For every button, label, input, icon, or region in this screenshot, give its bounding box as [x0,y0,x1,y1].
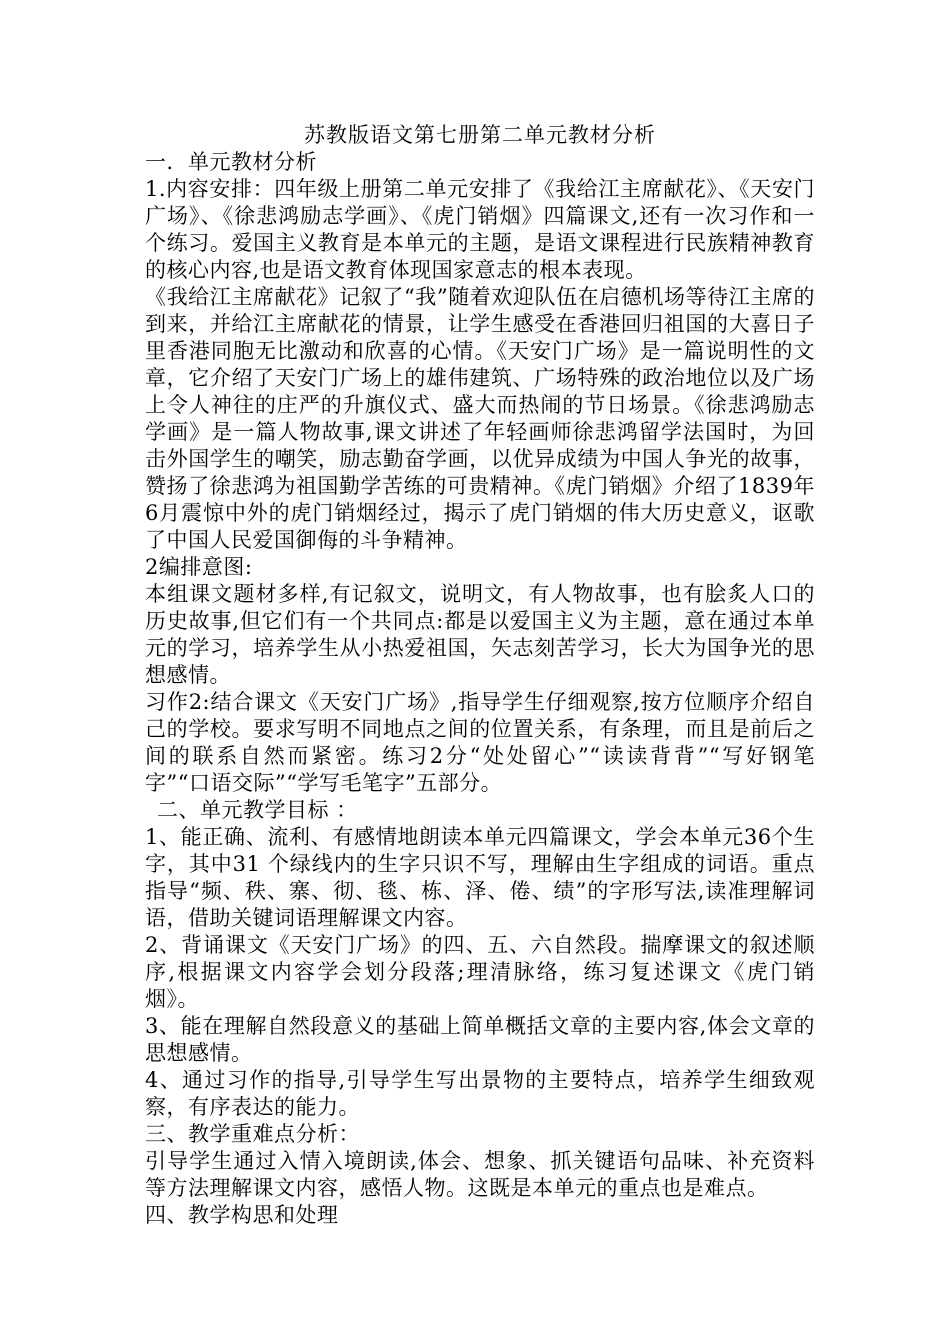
section-3-paragraph-1: 引导学生通过入情入境朗读,体会、想象、抓关键语句品味、补充资料等方法理解课文内容，感悟人物。这既是本单元的重点也是难点。 [145,1149,815,1200]
section-4-heading: 四、教学构思和处理 [145,1203,339,1227]
section-1-paragraph-3: 本组课文题材多样,有记叙文，说明文，有人物故事，也有脍炙人口的历史故事,但它们有一个共同点:都是以爱国主义为主题，意在通过本单元的学习，培养学生从小热爱祖国，矢志刻苦学习，长大为国争光的思想感情。 [145,582,815,687]
section-2-paragraph-3: 3、能在理解自然段意义的基础上简单概括文章的主要内容,体会文章的思想感情。 [145,1014,815,1065]
section-1-paragraph-1: 1.内容安排：四年级上册第二单元安排了《我给江主席献花》、《天安门广场》、《徐悲鸿励志学画》、《虎门销烟》四篇课文,还有一次习作和一个练习。爱国主义教育是本单元的主题，是语文课程进行民族精神教育的核心内容,也是语文教育体现国家意志的根本表现。 [145,177,815,282]
section-2-paragraph-1: 1、能正确、流利、有感情地朗读本单元四篇课文，学会本单元36个生字，其中31 个绿线内的生字只识不写，理解由生字组成的词语。重点指导“频、秩、寨、彻、毯、栋、泽、倦、绩”的字形写法,读准理解词语，借助关键词语理解课文内容。 [145,825,815,930]
section-1-subheading-2: 2编排意图: [145,555,253,579]
section-2-paragraph-4: 4、通过习作的指导,引导学生写出景物的主要特点，培养学生细致观察，有序表达的能力。 [145,1068,815,1119]
document-body [145,122,815,1229]
document-title: 苏教版语文第七册第二单元教材分析 [304,123,656,147]
section-1-paragraph-2: 《我给江主席献花》记叙了“我”随着欢迎队伍在启德机场等待江主席的到来，并给江主席献花的情景，让学生感受在香港回归祖国的大喜日子里香港同胞无比激动和欣喜的心情。《天安门广场》是一篇说明性的文章，它介绍了天安门广场上的雄伟建筑、广场特殊的政治地位以及广场上令人神往的庄严的升旗仪式、盛大而热闹的节日场景。《徐悲鸿励志学画》是一篇人物故事,课文讲述了年轻画师徐悲鸿留学法国时，为回击外国学生的嘲笑，励志勤奋学画，以优异成绩为中国人争光的故事，赞扬了徐悲鸿为祖国勤学苦练的可贵精神。《虎门销烟》介绍了1839年6月震惊中外的虎门销烟经过，揭示了虎门销烟的伟大历史意义，讴歌了中国人民爱国御侮的斗争精神。 [145,285,815,552]
section-1-paragraph-4: 习作2:结合课文《天安门广场》,指导学生仔细观察,按方位顺序介绍自己的学校。要求写明不同地点之间的位置关系，有条理，而且是前后之间的联系自然而紧密。练习2分“处处留心”“读读背背”“写好钢笔字”“口语交际”“学写毛笔字”五部分。 [145,690,815,795]
section-3-heading: 三、教学重难点分析： [145,1122,360,1146]
section-2-heading: 二、单元教学目标 ： [157,798,358,822]
section-2-paragraph-2: 2、背诵课文《天安门广场》的四、五、六自然段。揣摩课文的叙述顺序,根据课文内容学会划分段落;理清脉络，练习复述课文《虎门销烟》。 [145,933,815,1011]
section-1-heading: 一．单元教材分析 [145,150,317,174]
